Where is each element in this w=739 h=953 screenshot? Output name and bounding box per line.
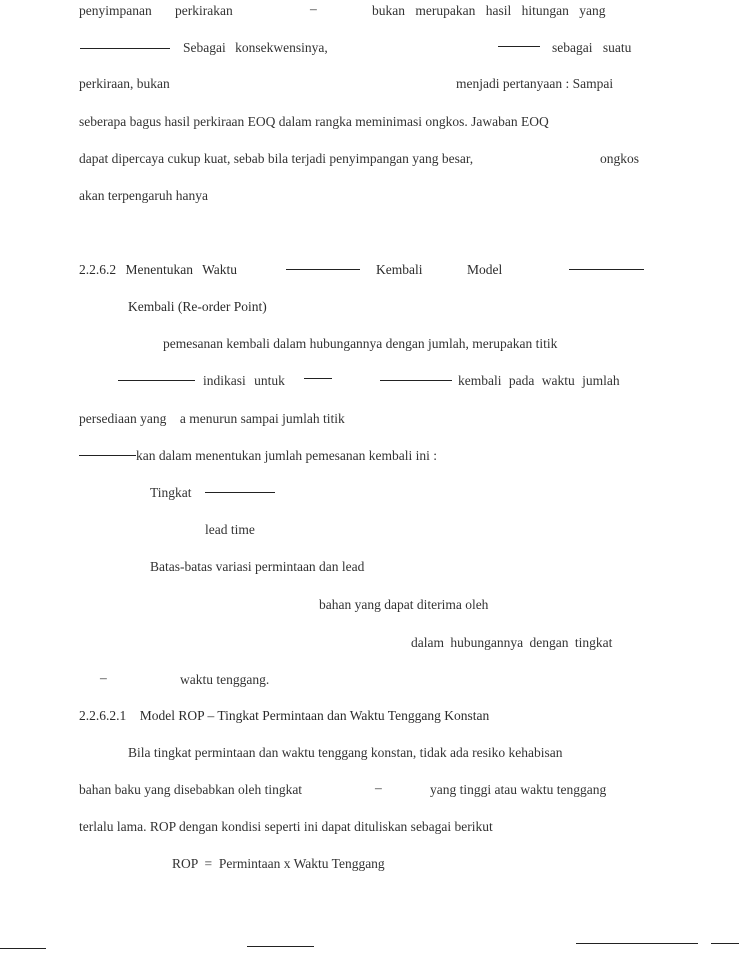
footer-rule xyxy=(711,943,739,944)
text-dash: – xyxy=(375,780,382,795)
text-line: bukan merupakan hasil hitungan yang xyxy=(372,3,606,18)
section-subtitle: Kembali (Re-order Point) xyxy=(128,299,267,314)
text-line: dapat dipercaya cukup kuat, sebab bila terjadi penyimpangan yang besar, xyxy=(79,151,474,166)
blank-rule xyxy=(380,380,452,381)
text-line: persediaan yang a menurun sampai jumlah titik xyxy=(79,411,345,426)
section-heading: Kembali xyxy=(376,262,423,277)
text-line: penyimpanan xyxy=(79,3,152,18)
text-dash: – xyxy=(100,670,107,685)
list-item: Tingkat xyxy=(150,485,192,500)
blank-rule xyxy=(498,46,540,47)
section-heading: 2.2.6.2 Menentukan Waktu xyxy=(79,262,238,277)
text-line: terlalu lama. ROP dengan kondisi seperti ini dapat dituliskan sebagai berikut xyxy=(79,819,493,834)
text-line: perkirakan xyxy=(175,3,233,18)
text-line: kembali pada waktu jumlah xyxy=(458,373,620,388)
text-line: Bila tingkat permintaan dan waktu tenggang konstan, tidak ada resiko kehabisan xyxy=(128,745,563,760)
footer-rule xyxy=(247,946,314,947)
blank-rule xyxy=(304,378,332,379)
text-line: ongkos xyxy=(600,151,640,166)
text-line: seberapa bagus hasil perkiraan EOQ dalam rangka meminimasi ongkos. Jawaban EOQ xyxy=(79,114,549,129)
footer-rule xyxy=(576,943,698,944)
blank-rule xyxy=(569,269,644,270)
text-line: Sebagai konsekwensinya, xyxy=(183,40,328,55)
blank-rule xyxy=(118,380,195,381)
text-line: bahan baku yang disebabkan oleh tingkat xyxy=(79,782,303,797)
text-line: kan dalam menentukan jumlah pemesanan kembali ini : xyxy=(136,448,438,463)
list-item: Batas-batas variasi permintaan dan lead xyxy=(150,559,365,574)
footer-rule xyxy=(0,948,46,949)
text-dash: – xyxy=(310,1,317,16)
text-line: perkiraan, bukan xyxy=(79,76,170,91)
blank-rule xyxy=(205,492,275,493)
text-line: sebagai suatu xyxy=(552,40,632,55)
list-item: bahan yang dapat diterima oleh xyxy=(319,597,489,612)
text-line: pemesanan kembali dalam hubungannya dengan jumlah, merupakan titik xyxy=(163,336,558,351)
list-item: dalam hubungannya dengan tingkat xyxy=(411,635,613,650)
blank-rule xyxy=(286,269,360,270)
text-line: yang tinggi atau waktu tenggang xyxy=(430,782,607,797)
list-item: waktu tenggang. xyxy=(180,672,270,687)
section-heading: Model xyxy=(467,262,503,277)
formula: ROP = Permintaan x Waktu Tenggang xyxy=(172,856,385,871)
text-line: akan terpengaruh hanya xyxy=(79,188,208,203)
blank-rule xyxy=(79,455,136,456)
list-item: lead time xyxy=(205,522,255,537)
text-line: indikasi untuk xyxy=(203,373,285,388)
subsection-heading: 2.2.6.2.1 Model ROP – Tingkat Permintaan dan Waktu Tenggang Konstan xyxy=(79,708,490,723)
blank-rule xyxy=(80,48,170,49)
text-line: menjadi pertanyaan : Sampai xyxy=(456,76,614,91)
